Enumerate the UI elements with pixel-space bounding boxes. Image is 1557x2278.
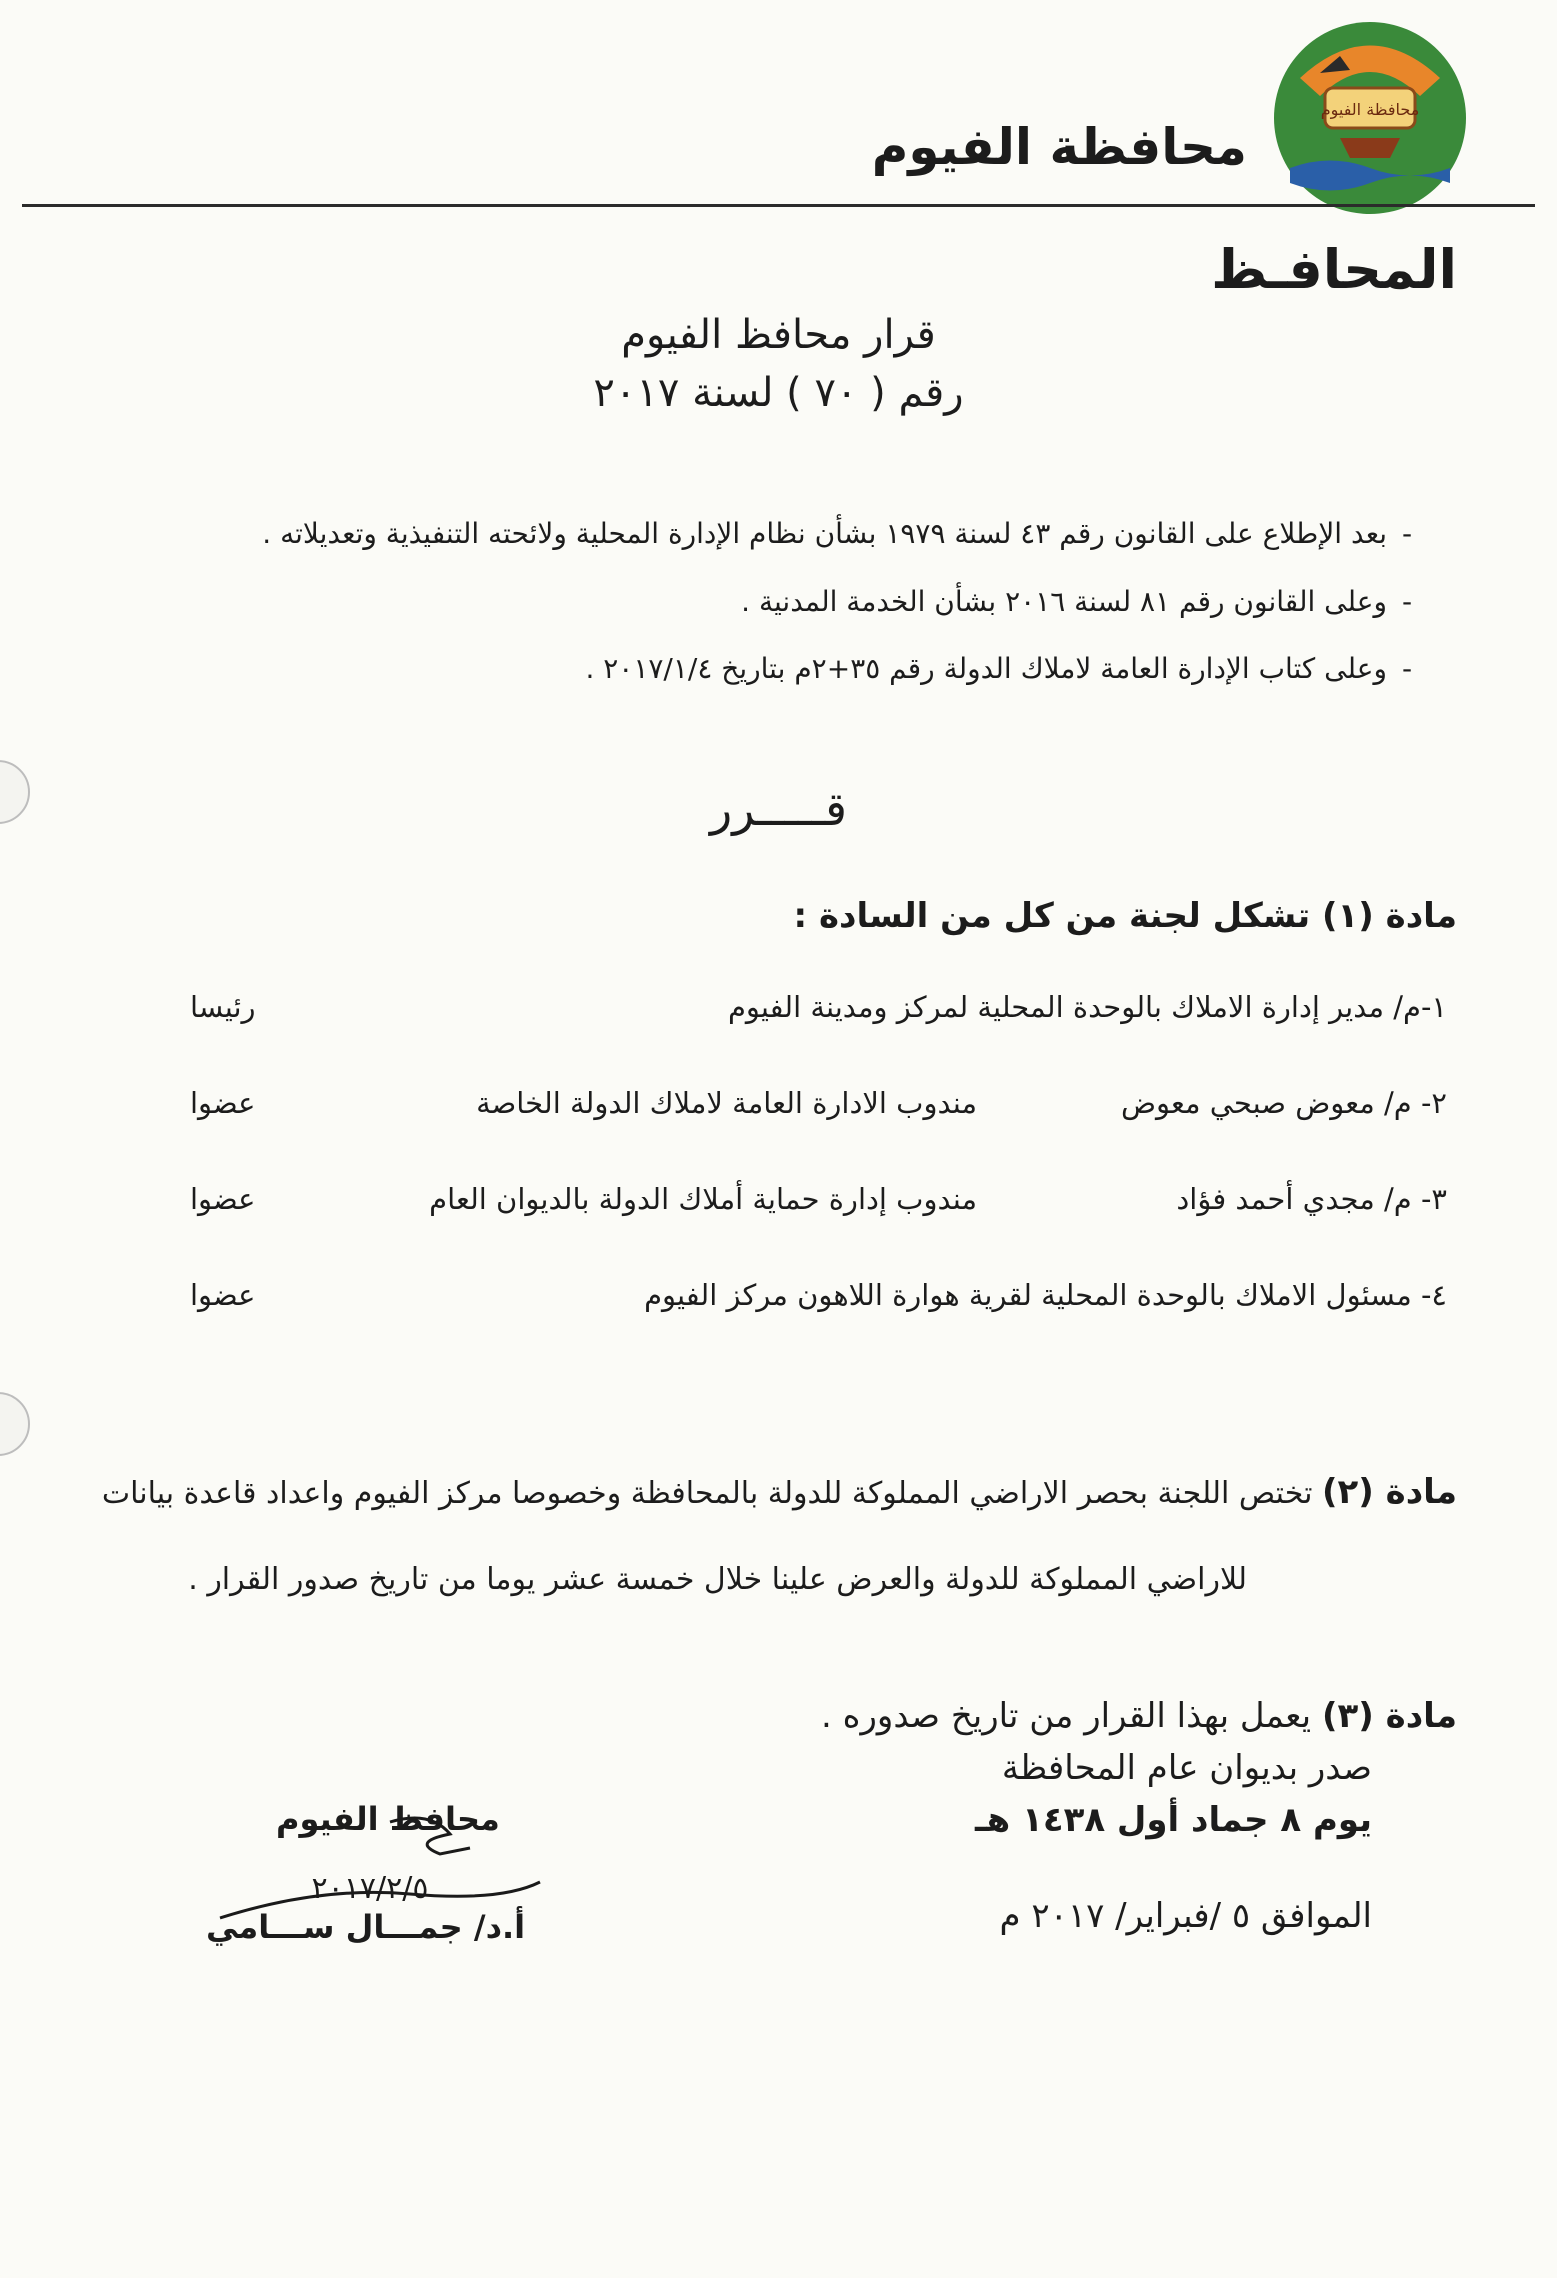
member-role: عضوا — [190, 1278, 256, 1312]
bullet-dash: - — [1401, 652, 1413, 685]
committee-member-row — [190, 1182, 1447, 1230]
governorate-name: محافظة الفيوم — [871, 118, 1247, 176]
article-1-heading: مادة (١) تشكل لجنة من كل من السادة : — [793, 896, 1457, 936]
issued-at: صدر بديوان عام المحافظة — [1001, 1748, 1372, 1788]
logo-lettering: محافظة الفيوم — [1320, 100, 1420, 119]
decision-title: قرار محافظ الفيوم — [621, 312, 936, 358]
member-representing: مندوب إدارة حماية أملاك الدولة بالديوان العام — [429, 1182, 977, 1216]
member-name: ٣- م/ مجدي أحمد فؤاد — [1176, 1182, 1447, 1216]
preamble-text: بعد الإطلاع على القانون رقم ٤٣ لسنة ١٩٧٩ بشأن نظام الإدارة المحلية ولائحته التنفيذية وتعديلاته . — [262, 517, 1387, 550]
header-divider — [22, 204, 1535, 207]
article-3 — [821, 1696, 1457, 1736]
member-role: رئيسا — [190, 990, 256, 1024]
office-title: المحافـظ — [1211, 238, 1457, 301]
article-3-heading: مادة (٣) — [1321, 1696, 1457, 1736]
preamble-text: وعلى كتاب الإدارة العامة لاملاك الدولة رقم ٣٥+٢م بتاريخ ٢٠١٧/١/٤ . — [585, 652, 1387, 685]
member-name: ٤- مسئول الاملاك بالوحدة المحلية لقرية هوارة اللاهون مركز الفيوم — [644, 1278, 1447, 1312]
hijri-date: يوم ٨ جماد أول ١٤٣٨ هـ — [975, 1800, 1372, 1840]
committee-member-row — [190, 1278, 1447, 1326]
member-role: عضوا — [190, 1086, 256, 1120]
preamble-item — [262, 517, 1427, 550]
governorate-logo — [1270, 18, 1470, 218]
decision-number: رقم ( ٧٠ ) لسنة ٢٠١٧ — [593, 370, 964, 416]
signatory-name: أ.د/ جمـــال ســـامي — [206, 1908, 526, 1946]
bullet-dash: - — [1401, 517, 1413, 550]
signatory-title: محافظ الفيوم — [276, 1800, 500, 1838]
article-3-text: يعمل بهذا القرار من تاريخ صدوره . — [821, 1696, 1312, 1736]
member-role: عضوا — [190, 1182, 256, 1216]
member-name: ١-م/ مدير إدارة الاملاك بالوحدة المحلية لمركز ومدينة الفيوم — [727, 990, 1447, 1024]
article-2-line-1 — [102, 1472, 1457, 1512]
member-representing: مندوب الادارة العامة لاملاك الدولة الخاصة — [476, 1086, 977, 1120]
article-2-line-2: للاراضي المملوكة للدولة والعرض علينا خلال خمسة عشر يوما من تاريخ صدور القرار . — [188, 1562, 1247, 1597]
preamble-text: وعلى القانون رقم ٨١ لسنة ٢٠١٦ بشأن الخدمة المدنية . — [741, 585, 1387, 618]
article-2-heading: مادة (٢) — [1321, 1472, 1457, 1512]
gregorian-date: الموافق ٥ /فبراير/ ٢٠١٧ م — [999, 1896, 1372, 1936]
punch-hole-bottom — [0, 1392, 30, 1456]
decided-heading: قـــــرر — [710, 782, 847, 836]
member-name: ٢- م/ معوض صبحي معوض — [1120, 1086, 1447, 1120]
preamble-item — [741, 585, 1427, 618]
committee-member-row — [190, 1086, 1447, 1134]
article-2-text: تختص اللجنة بحصر الاراضي المملوكة للدولة بالمحافظة وخصوصا مركز الفيوم واعداد قاعدة بيانات — [101, 1476, 1313, 1511]
preamble-item — [585, 652, 1427, 685]
bullet-dash: - — [1401, 585, 1413, 618]
committee-member-row — [190, 990, 1447, 1038]
handwritten-date: ٢٠١٧/٢/٥ — [311, 1871, 429, 1906]
